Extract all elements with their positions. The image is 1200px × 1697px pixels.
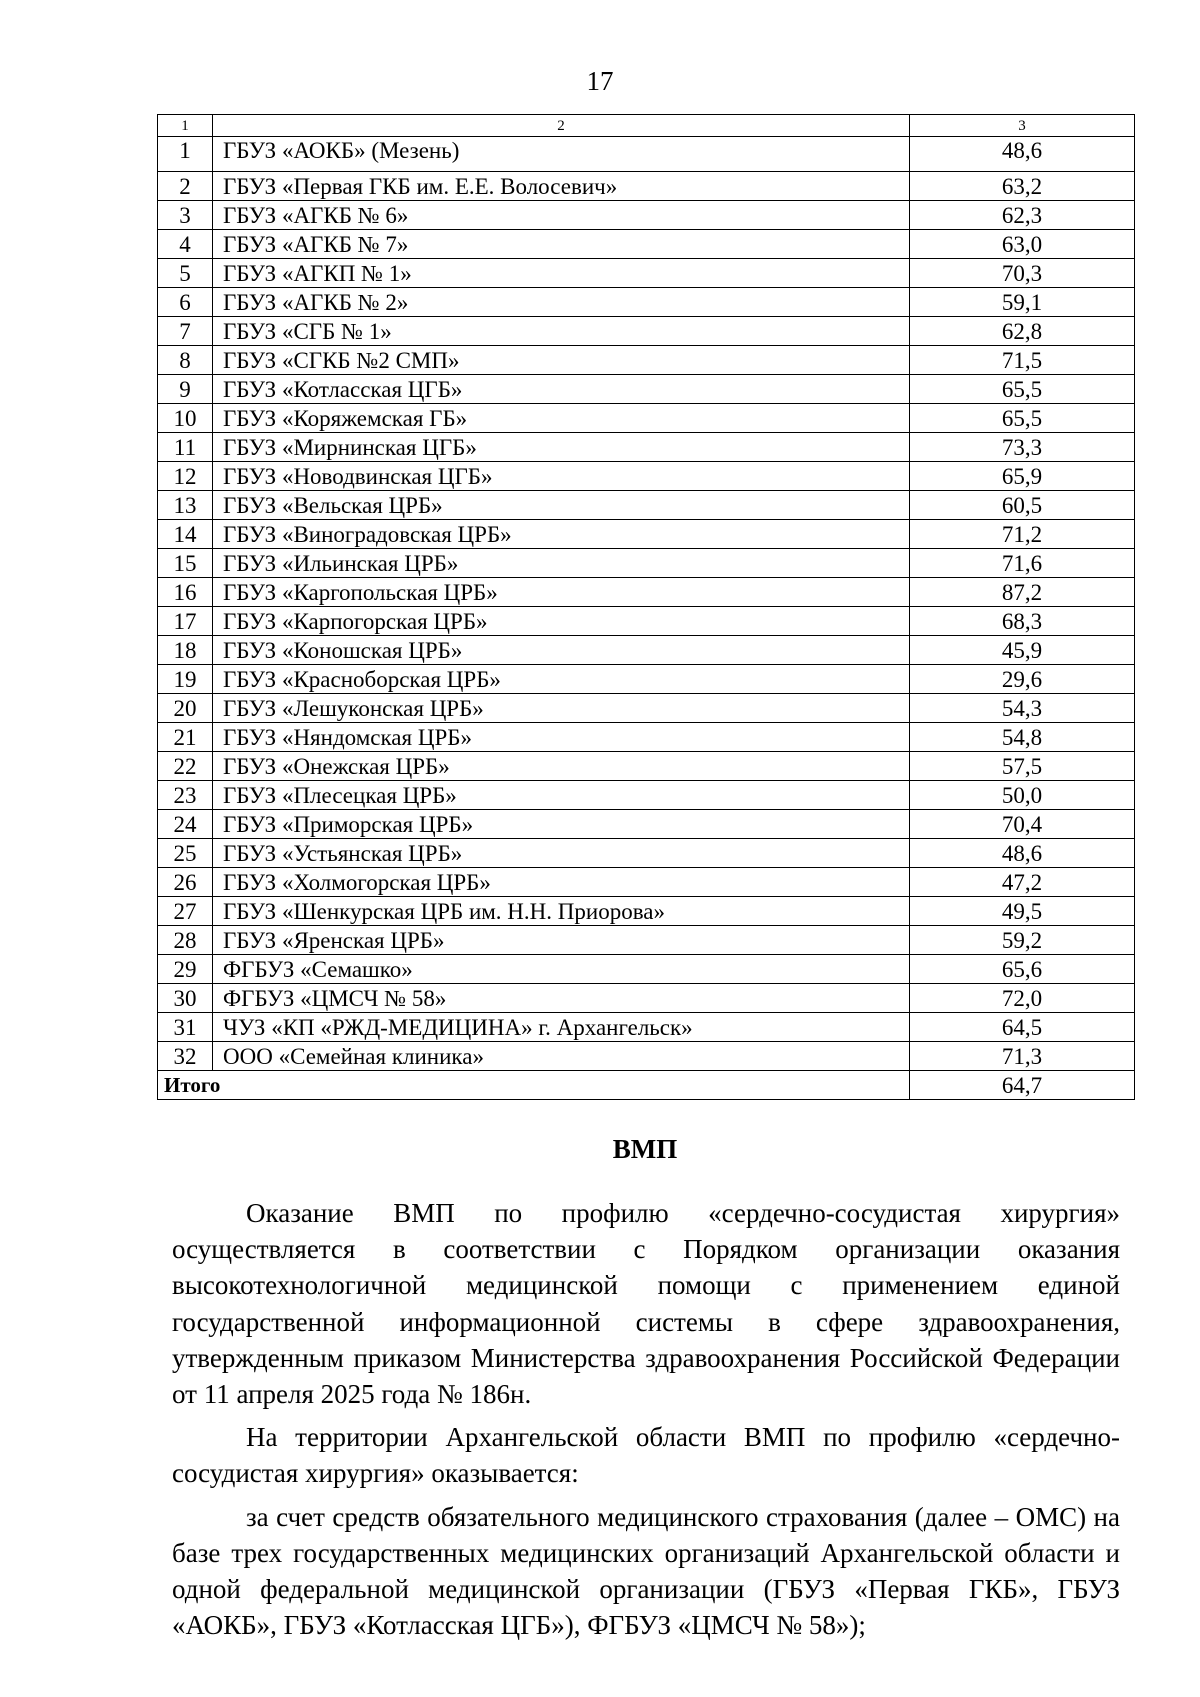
table-row: [158, 549, 1135, 578]
table-row: [158, 491, 1135, 520]
row-value: 68,3: [910, 607, 1135, 636]
row-value: 70,4: [910, 810, 1135, 839]
organization-name: ГБУЗ «АГКБ № 7»: [213, 230, 910, 259]
row-number: 24: [158, 810, 213, 839]
row-value: 73,3: [910, 433, 1135, 462]
table-row: [158, 636, 1135, 665]
row-number: 9: [158, 375, 213, 404]
row-number: 17: [158, 607, 213, 636]
row-number: 12: [158, 462, 213, 491]
row-value: 64,5: [910, 1013, 1135, 1042]
table-row: [158, 433, 1135, 462]
row-number: 18: [158, 636, 213, 665]
organization-name: ФГБУЗ «Семашко»: [213, 955, 910, 984]
table-row: [158, 1013, 1135, 1042]
row-value: 57,5: [910, 752, 1135, 781]
row-value: 65,6: [910, 955, 1135, 984]
row-number: 7: [158, 317, 213, 346]
row-value: 87,2: [910, 578, 1135, 607]
table-row: [158, 897, 1135, 926]
table-row: [158, 665, 1135, 694]
organization-name: ГБУЗ «Устьянская ЦРБ»: [213, 839, 910, 868]
row-value: 48,6: [910, 137, 1135, 172]
row-value: 29,6: [910, 665, 1135, 694]
organization-name: ГБУЗ «Первая ГКБ им. Е.Е. Волосевич»: [213, 172, 910, 201]
row-value: 63,2: [910, 172, 1135, 201]
row-number: 5: [158, 259, 213, 288]
row-number: 23: [158, 781, 213, 810]
table-row: [158, 955, 1135, 984]
table-row: [158, 288, 1135, 317]
table-row: [158, 723, 1135, 752]
organization-name: ГБУЗ «Мирнинская ЦГБ»: [213, 433, 910, 462]
column-header: 2: [213, 115, 910, 137]
table-header-row: [158, 115, 1135, 137]
column-header: 1: [158, 115, 213, 137]
row-value: 59,2: [910, 926, 1135, 955]
row-value: 50,0: [910, 781, 1135, 810]
row-number: 2: [158, 172, 213, 201]
row-number: 19: [158, 665, 213, 694]
row-number: 26: [158, 868, 213, 897]
paragraph: На территории Архангельской области ВМП по профилю «сердечно-сосудистая хирургия» оказывается:: [172, 1422, 1120, 1489]
row-value: 49,5: [910, 897, 1135, 926]
row-number: 13: [158, 491, 213, 520]
organization-name: ГБУЗ «Каргопольская ЦРБ»: [213, 578, 910, 607]
organization-name: ГБУЗ «Няндомская ЦРБ»: [213, 723, 910, 752]
row-number: 3: [158, 201, 213, 230]
table-row: [158, 1042, 1135, 1071]
table-row: [158, 578, 1135, 607]
organization-name: ГБУЗ «АГКБ № 2»: [213, 288, 910, 317]
row-value: 59,1: [910, 288, 1135, 317]
table-total-row: [158, 1071, 1135, 1100]
table-row: [158, 810, 1135, 839]
row-number: 28: [158, 926, 213, 955]
organization-name: ГБУЗ «Коношская ЦРБ»: [213, 636, 910, 665]
total-label: Итого: [158, 1071, 910, 1100]
row-number: 29: [158, 955, 213, 984]
row-value: 71,6: [910, 549, 1135, 578]
row-value: 60,5: [910, 491, 1135, 520]
table-row: [158, 607, 1135, 636]
paragraph: за счет средств обязательного медицинского страхования (далее – ОМС) на базе трех государственных медицинских организаций Архангельской области и одной федеральной медицинской организации (ГБУЗ «Первая ГКБ», ГБУЗ «АОКБ», ГБУЗ «Котласская ЦГБ»), ФГБУЗ «ЦМСЧ № 58»);: [172, 1501, 1120, 1641]
organization-name: ГБУЗ «АОКБ» (Мезень): [213, 137, 910, 172]
table-row: [158, 137, 1135, 172]
table-row: [158, 172, 1135, 201]
table-row: [158, 781, 1135, 810]
row-value: 47,2: [910, 868, 1135, 897]
page-number: 17: [586, 66, 614, 96]
body-text: [172, 1195, 1120, 1650]
organization-name: ГБУЗ «Приморская ЦРБ»: [213, 810, 910, 839]
column-header: 3: [910, 115, 1135, 137]
row-number: 11: [158, 433, 213, 462]
table-row: [158, 230, 1135, 259]
table-row: [158, 984, 1135, 1013]
total-value: 64,7: [910, 1071, 1135, 1100]
organization-name: ГБУЗ «Онежская ЦРБ»: [213, 752, 910, 781]
row-number: 10: [158, 404, 213, 433]
organization-name: ГБУЗ «Шенкурская ЦРБ им. Н.Н. Приорова»: [213, 897, 910, 926]
row-value: 71,5: [910, 346, 1135, 375]
organization-name: ГБУЗ «Вельская ЦРБ»: [213, 491, 910, 520]
row-value: 62,3: [910, 201, 1135, 230]
table-row: [158, 839, 1135, 868]
section-title: ВМП: [612, 1134, 678, 1164]
organization-name: ГБУЗ «Новодвинская ЦГБ»: [213, 462, 910, 491]
data-table: [157, 114, 1135, 1100]
table-row: [158, 926, 1135, 955]
row-value: 62,8: [910, 317, 1135, 346]
table-row: [158, 317, 1135, 346]
organization-name: ГБУЗ «Плесецкая ЦРБ»: [213, 781, 910, 810]
row-number: 22: [158, 752, 213, 781]
row-value: 70,3: [910, 259, 1135, 288]
table-row: [158, 404, 1135, 433]
table-row: [158, 752, 1135, 781]
organization-name: ГБУЗ «Ильинская ЦРБ»: [213, 549, 910, 578]
organization-name: ФГБУЗ «ЦМСЧ № 58»: [213, 984, 910, 1013]
row-number: 6: [158, 288, 213, 317]
organization-name: ГБУЗ «Яренская ЦРБ»: [213, 926, 910, 955]
organization-name: ГБУЗ «Красноборская ЦРБ»: [213, 665, 910, 694]
row-number: 14: [158, 520, 213, 549]
table-row: [158, 868, 1135, 897]
row-number: 16: [158, 578, 213, 607]
row-number: 30: [158, 984, 213, 1013]
row-value: 48,6: [910, 839, 1135, 868]
row-value: 71,3: [910, 1042, 1135, 1071]
organization-name: ГБУЗ «Котласская ЦГБ»: [213, 375, 910, 404]
row-value: 65,9: [910, 462, 1135, 491]
row-number: 32: [158, 1042, 213, 1071]
organization-name: ГБУЗ «АГКП № 1»: [213, 259, 910, 288]
row-number: 27: [158, 897, 213, 926]
row-value: 65,5: [910, 375, 1135, 404]
table-row: [158, 462, 1135, 491]
table-row: [158, 694, 1135, 723]
row-value: 54,3: [910, 694, 1135, 723]
row-number: 4: [158, 230, 213, 259]
row-value: 72,0: [910, 984, 1135, 1013]
organization-name: ГБУЗ «Лешуконская ЦРБ»: [213, 694, 910, 723]
row-number: 31: [158, 1013, 213, 1042]
row-value: 65,5: [910, 404, 1135, 433]
organization-name: ГБУЗ «Карпогорская ЦРБ»: [213, 607, 910, 636]
organization-name: ООО «Семейная клиника»: [213, 1042, 910, 1071]
table-row: [158, 259, 1135, 288]
organization-name: ГБУЗ «Холмогорская ЦРБ»: [213, 868, 910, 897]
table-row: [158, 520, 1135, 549]
row-value: 54,8: [910, 723, 1135, 752]
row-number: 21: [158, 723, 213, 752]
row-number: 20: [158, 694, 213, 723]
table-row: [158, 201, 1135, 230]
row-value: 71,2: [910, 520, 1135, 549]
organization-name: ГБУЗ «СГКБ №2 СМП»: [213, 346, 910, 375]
row-value: 45,9: [910, 636, 1135, 665]
organization-name: ЧУЗ «КП «РЖД-МЕДИЦИНА» г. Архангельск»: [213, 1013, 910, 1042]
paragraph: Оказание ВМП по профилю «сердечно-сосудистая хирургия» осуществляется в соответствии с Порядком организации оказания высокотехнологичной медицинской помощи с применением единой государственной информационной системы в сфере здравоохранения, утвержденным приказом Министерства здравоохранения Российской Федерации от 11 апреля 2025 года № 186н.: [172, 1198, 1120, 1410]
row-value: 63,0: [910, 230, 1135, 259]
row-number: 8: [158, 346, 213, 375]
organization-name: ГБУЗ «Коряжемская ГБ»: [213, 404, 910, 433]
organization-name: ГБУЗ «СГБ № 1»: [213, 317, 910, 346]
row-number: 1: [158, 137, 213, 172]
table-row: [158, 375, 1135, 404]
table-row: [158, 346, 1135, 375]
table-body: [158, 137, 1135, 1071]
organization-name: ГБУЗ «Виноградовская ЦРБ»: [213, 520, 910, 549]
organization-name: ГБУЗ «АГКБ № 6»: [213, 201, 910, 230]
row-number: 25: [158, 839, 213, 868]
row-number: 15: [158, 549, 213, 578]
